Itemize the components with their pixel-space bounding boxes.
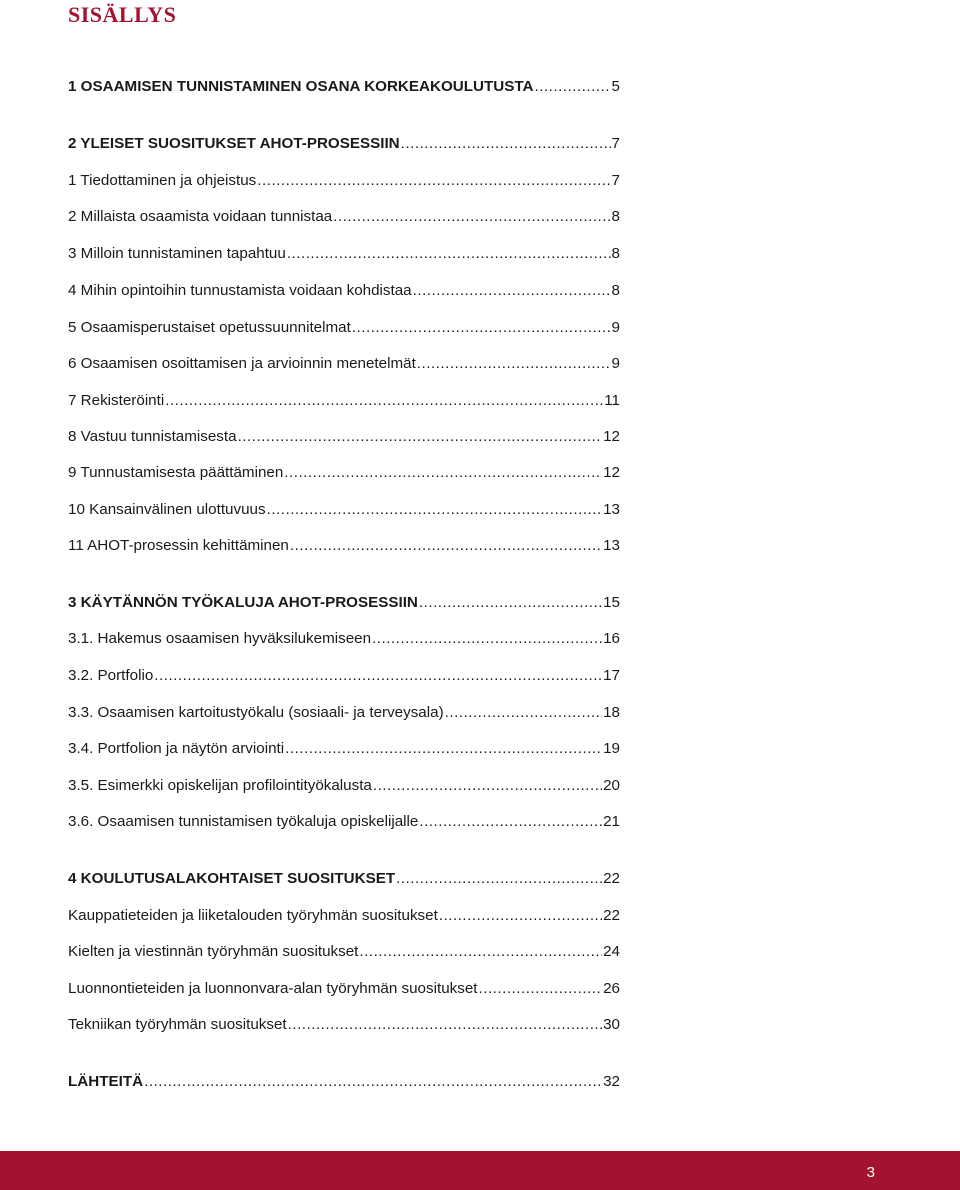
toc-entry-page: 9 (611, 319, 620, 336)
toc-entry[interactable] (68, 77, 620, 97)
toc-entry-page: 11 (604, 392, 620, 409)
toc-entry-label: 3.4. Portfolion ja näytön arviointi (68, 740, 285, 757)
toc-entry-label: 10 Kansainvälinen ulottuvuus (68, 501, 266, 518)
toc-entry-page: 7 (611, 172, 620, 189)
toc-leader-dots (479, 979, 603, 999)
toc-entry-page: 8 (611, 208, 620, 225)
toc-entry-page: 22 (603, 870, 620, 887)
toc-entry[interactable] (68, 354, 620, 374)
toc-entry[interactable] (68, 391, 620, 411)
toc-leader-dots (285, 739, 602, 759)
toc-entry-label: 11 AHOT-prosessin kehittäminen (68, 537, 289, 554)
toc-entry[interactable] (68, 593, 620, 613)
toc-entry-page: 12 (603, 428, 620, 445)
toc-entry-label: 3 Milloin tunnistaminen tapahtuu (68, 245, 286, 262)
toc-entry-page: 12 (603, 464, 620, 481)
toc-entry-page: 15 (603, 594, 620, 611)
toc-entry-page: 8 (611, 245, 620, 262)
toc-entry-page: 18 (603, 704, 620, 721)
toc-entry-page: 16 (603, 630, 620, 647)
toc-entry-label: 4 Mihin opintoihin tunnustamista voidaan kohdistaa (68, 282, 412, 299)
toc-entry-page: 20 (603, 777, 620, 794)
toc-entry[interactable] (68, 629, 620, 649)
toc-leader-dots (287, 244, 611, 264)
toc-leader-dots (359, 942, 602, 962)
footer-bar (0, 1151, 960, 1190)
toc-entry[interactable] (68, 812, 620, 832)
toc-entry-label: 3.6. Osaamisen tunnistamisen työkaluja opiskelijalle (68, 813, 419, 830)
toc-entry[interactable] (68, 318, 620, 338)
toc-entry-label: 6 Osaamisen osoittamisen ja arvioinnin menetelmät (68, 355, 416, 372)
toc-leader-dots (238, 427, 603, 447)
toc-entry-label: 9 Tunnustamisesta päättäminen (68, 464, 284, 481)
toc-entry-label: LÄHTEITÄ (68, 1073, 144, 1090)
toc-entry-label: 3.1. Hakemus osaamisen hyväksilukemiseen (68, 630, 372, 647)
toc-entry[interactable] (68, 776, 620, 796)
toc-entry[interactable] (68, 281, 620, 301)
toc-leader-dots (373, 776, 602, 796)
toc-entry-page: 30 (603, 1016, 620, 1033)
toc-entry-label: 2 YLEISET SUOSITUKSET AHOT-PROSESSIIN (68, 135, 400, 152)
toc-entry-page: 13 (603, 537, 620, 554)
toc-leader-dots (372, 629, 602, 649)
toc-leader-dots (352, 318, 611, 338)
toc-entry[interactable] (68, 703, 620, 723)
toc-entry[interactable] (68, 906, 620, 926)
toc-leader-dots (284, 463, 602, 483)
toc-entry[interactable] (68, 942, 620, 962)
toc-leader-dots (534, 77, 610, 97)
toc-entry-page: 22 (603, 907, 620, 924)
toc-entry-label: 1 OSAAMISEN TUNNISTAMINEN OSANA KORKEAKOULUTUSTA (68, 78, 534, 95)
toc-entry[interactable] (68, 244, 620, 264)
toc-entry[interactable] (68, 666, 620, 686)
toc-entry-label: 7 Rekisteröinti (68, 392, 165, 409)
toc-leader-dots (333, 207, 610, 227)
toc-leader-dots (290, 536, 602, 556)
page-title: SISÄLLYS (68, 2, 177, 27)
toc-entry-page: 19 (603, 740, 620, 757)
toc-entry[interactable] (68, 134, 620, 154)
toc-entry-page: 13 (603, 501, 620, 518)
toc-leader-dots (288, 1015, 602, 1035)
toc-entry-label: 2 Millaista osaamista voidaan tunnistaa (68, 208, 333, 225)
toc-entry[interactable] (68, 1072, 620, 1092)
toc-entry-label: 3.3. Osaamisen kartoitustyökalu (sosiaali- ja terveysala) (68, 704, 444, 721)
toc-entry-page: 9 (611, 355, 620, 372)
toc-entry-label: Luonnontieteiden ja luonnonvara-alan työryhmän suositukset (68, 980, 478, 997)
toc-leader-dots (267, 500, 603, 520)
toc-leader-dots (257, 171, 610, 191)
toc-leader-dots (413, 281, 611, 301)
toc-leader-dots (396, 869, 602, 889)
toc-entry[interactable] (68, 869, 620, 889)
toc-entry-label: Kauppatieteiden ja liiketalouden työryhmän suositukset (68, 907, 438, 924)
toc-entry[interactable] (68, 536, 620, 556)
toc-leader-dots (439, 906, 602, 926)
toc-entry[interactable] (68, 207, 620, 227)
toc-entry-label: 3 KÄYTÄNNÖN TYÖKALUJA AHOT-PROSESSIIN (68, 594, 418, 611)
toc-entry[interactable] (68, 427, 620, 447)
toc-entry[interactable] (68, 1015, 620, 1035)
toc-entry[interactable] (68, 171, 620, 191)
toc-leader-dots (419, 812, 602, 832)
toc-entry-page: 32 (603, 1073, 620, 1090)
toc-entry-page: 26 (603, 980, 620, 997)
toc-entry-label: 1 Tiedottaminen ja ohjeistus (68, 172, 257, 189)
toc-leader-dots (419, 593, 602, 613)
toc-entry-page: 7 (611, 135, 620, 152)
toc-entry[interactable] (68, 463, 620, 483)
toc-entry[interactable] (68, 979, 620, 999)
toc-entry-label: 5 Osaamisperustaiset opetussuunnitelmat (68, 319, 351, 336)
toc-leader-dots (165, 391, 603, 411)
toc-leader-dots (154, 666, 602, 686)
toc-entry-label: 3.5. Esimerkki opiskelijan profilointityökalusta (68, 777, 372, 794)
toc-entry-page: 5 (611, 78, 620, 95)
toc-entry-label: 8 Vastuu tunnistamisesta (68, 428, 237, 445)
toc-leader-dots (445, 703, 602, 723)
toc-entry-page: 21 (603, 813, 620, 830)
toc-leader-dots (144, 1072, 602, 1092)
toc-leader-dots (417, 354, 611, 374)
toc-leader-dots (401, 134, 611, 154)
toc-entry-label: Kielten ja viestinnän työryhmän suositukset (68, 943, 359, 960)
toc-entry-page: 8 (611, 282, 620, 299)
page-number: 3 (866, 1164, 875, 1181)
toc-entry[interactable] (68, 739, 620, 759)
toc-entry-label: 3.2. Portfolio (68, 667, 154, 684)
toc-entry-label: 4 KOULUTUSALAKOHTAISET SUOSITUKSET (68, 870, 396, 887)
toc-entry[interactable] (68, 500, 620, 520)
toc-entry-label: Tekniikan työryhmän suositukset (68, 1016, 287, 1033)
toc-entry-page: 24 (603, 943, 620, 960)
toc-entry-page: 17 (603, 667, 620, 684)
